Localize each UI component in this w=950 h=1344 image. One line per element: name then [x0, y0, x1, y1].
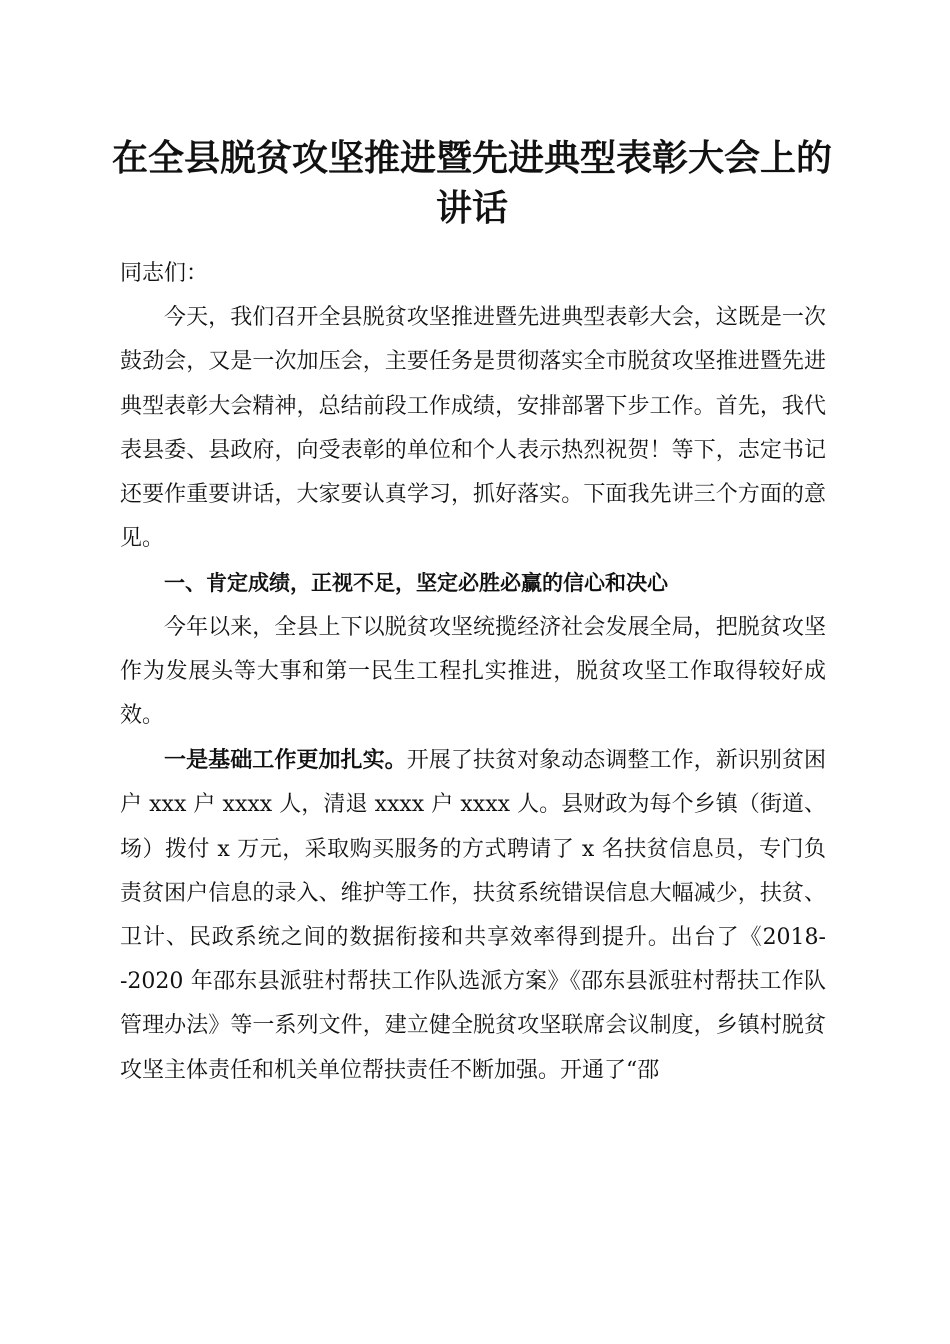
section1-intro-paragraph: 今年以来，全县上下以脱贫攻坚统揽经济社会发展全局，把脱贫攻坚作为发展头等大事和第一民生工程扎实推进，脱贫攻坚工作取得较好成效。 [120, 614, 826, 729]
point1-paragraph [120, 738, 826, 1093]
document-title: 在全县脱贫攻坚推进暨先进典型表彰大会上的讲话 [112, 137, 833, 229]
opening-paragraph: 今天，我们召开全县脱贫攻坚推进暨先进典型表彰大会，这既是一次鼓劲会，又是一次加压会，主要任务是贯彻落实全市脱贫攻坚推进暨先进典型表彰大会精神，总结前段工作成绩，安排部署下步工作。首先，我代表县委、县政府，向受表彰的单位和个人表示热烈祝贺！等下，志定书记还要作重要讲话，大家要认真学习，抓好落实。下面我先讲三个方面的意见。 [120, 305, 826, 552]
point1-lead: 一是基础工作更加扎实。 [164, 747, 407, 774]
document-body [120, 252, 826, 1093]
salutation: 同志们： [120, 261, 209, 286]
point1-text: 开展了扶贫对象动态调整工作，新识别贫困户 xxx 户 xxxx 人，清退 xxxx 户 xxxx 人。县财政为每个乡镇（街道、场）拨付 x 万元，采取购买服务的方式聘请了 x 名扶贫信息员，专门负责贫困户信息的录入、维护等工作，扶贫系统错误信息大幅减少，扶贫、卫计、民政系统之间的数据衔接和共享效率得到提升。出台了《2018--2020 年邵东县派驻村帮扶工作队选派方案》《邵东县派驻村帮扶工作队管理办法》等一系列文件，建立健全脱贫攻坚联席会议制度，乡镇村脱贫攻坚主体责任和机关单位帮扶责任不断加强。开通了“邵 [120, 748, 826, 1083]
section-heading-1: 一、肯定成绩，正视不足，坚定必胜必赢的信心和决心 [164, 571, 668, 596]
